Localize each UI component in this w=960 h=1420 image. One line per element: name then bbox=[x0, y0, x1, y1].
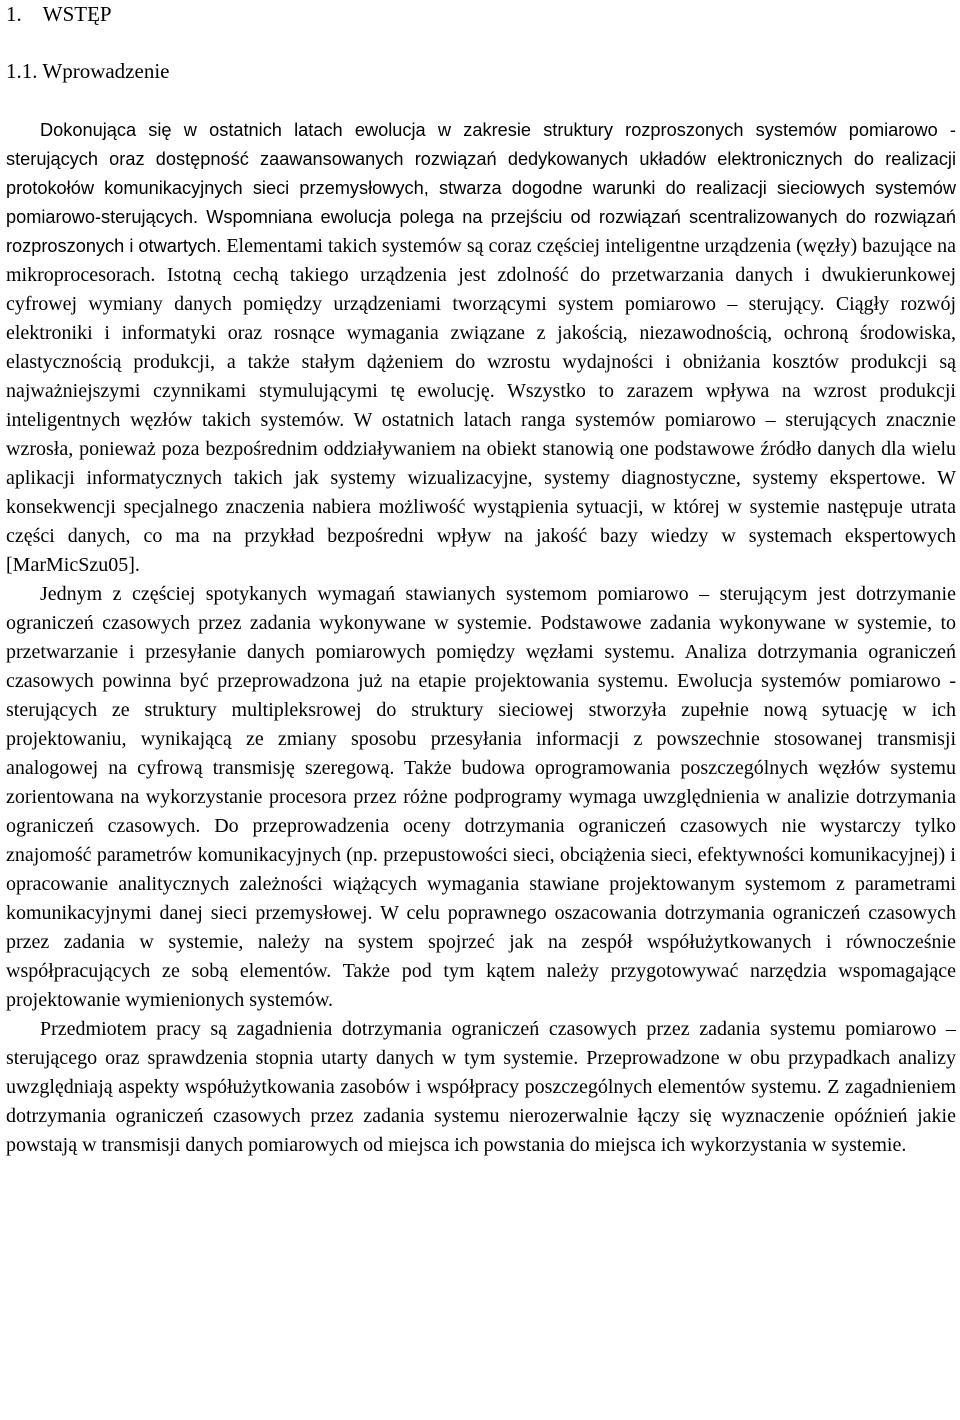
section-number: 1. bbox=[6, 2, 22, 26]
paragraph-1-serif-segment: Elementami takich systemów są coraz częściej inteligentne urządzenia (węzły) bazujące na mikroprocesorach. Istotną cechą takiego urządzenia jest zdolność do przetwarzania danych i dwukierunkowej cyfrowej wymiany danych pomiędzy urządzeniami tworzącymi system pomiarowo – sterujący. Ciągły rozwój elektroniki i informatyki oraz rosnące wymagania związane z jakością, niezawodnością, ochroną środowiska, elastycznością produkcji, a także stałym dążeniem do wzrostu wydajności i obniżania kosztów produkcji są najważniejszymi czynnikami stymulującymi tę ewolucję. Wszystko to zarazem wpływa na wzrost produkcji inteligentnych węzłów takich systemów. W ostatnich latach ranga systemów pomiarowo – sterujących znacznie wzrosła, ponieważ poza bezpośrednim oddziaływaniem na obiekt stanowią one podstawowe źródło danych dla wielu aplikacji informatycznych takich jak systemy wizualizacyjne, systemy diagnostyczne, systemy ekspertowe. W konsekwencji specjalnego znaczenia nabiera możliwość wystąpienia sytuacji, w której w systemie następuje utrata części danych, co ma na przykład bezpośredni wpływ na jakość bazy wiedzy w systemach ekspertowych [MarMicSzu05]. bbox=[6, 235, 956, 576]
paragraph-1 bbox=[6, 116, 956, 580]
section-heading bbox=[6, 1, 112, 27]
paragraph-1-sans-segment: Dokonująca się w ostatnich latach ewolucja w zakresie struktury rozproszonych systemów pomiarowo - sterujących oraz dostępność zaawansowanych rozwiązań dedykowanych układów elektronicznych do realizacji protokołów komunikacyjnych sieci przemysłowych, stwarza dogodne warunki do realizacji sieciowych systemów pomiarowo-sterujących. Wspomniana ewolucja polega na przejściu od rozwiązań scentralizowanych do rozwiązań rozproszonych i otwartych. bbox=[6, 120, 956, 256]
paragraph-3 bbox=[6, 1015, 956, 1160]
paragraph-2 bbox=[6, 580, 956, 1015]
paragraph-2-text: Jednym z częściej spotykanych wymagań stawianych systemom pomiarowo – sterującym jest dotrzymanie ograniczeń czasowych przez zadania wykonywane w systemie. Podstawowe zadania wykonywane w systemie, to przetwarzanie i przesyłanie danych pomiarowych pomiędzy węzłami systemu. Analiza dotrzymania ograniczeń czasowych powinna być przeprowadzona już na etapie projektowania systemu. Ewolucja systemów pomiarowo - sterujących ze struktury multipleksrowej do struktury sieciowej stworzyła zupełnie nową sytuację w ich projektowaniu, wynikającą ze zmiany sposobu przesyłania informacji z powszechnie stosowanej transmisji analogowej na cyfrową transmisję szeregową. Także budowa oprogramowania poszczególnych węzłów systemu zorientowana na wykorzystanie procesora przez różne podprogramy wymaga uwzględnienia w analizie dotrzymania ograniczeń czasowych. Do przeprowadzenia oceny dotrzymania ograniczeń czasowych nie wystarczy tylko znajomość parametrów komunikacyjnych (np. przepustowości sieci, obciążenia sieci, efektywności komunikacyjnej) i opracowanie analitycznych zależności wiążących wymagania stawiane projektowanym systemom z parametrami komunikacyjnymi danej sieci przemysłowej. W celu poprawnego oszacowania dotrzymania ograniczeń czasowych przez zadania w systemie, należy na system spojrzeć jak na zespół współużytkowanych i równocześnie współpracujących ze sobą elementów. Także pod tym kątem należy przygotowywać narzędzia wspomagające projektowanie wymienionych systemów. bbox=[6, 583, 956, 1011]
paragraph-3-text: Przedmiotem pracy są zagadnienia dotrzymania ograniczeń czasowych przez zadania systemu pomiarowo – sterującego oraz sprawdzenia stopnia utarty danych w tym systemie. Przeprowadzone w obu przypadkach analizy uwzględniają aspekty współużytkowania zasobów i współpracy poszczególnych elementów systemu. Z zagadnieniem dotrzymania ograniczeń czasowych przez zadania systemu nierozerwalnie łączy się wyznaczenie opóźnień jakie powstają w transmisji danych pomiarowych od miejsca ich powstania do miejsca ich wykorzystania w systemie. bbox=[6, 1018, 956, 1156]
subsection-heading bbox=[6, 58, 169, 84]
subsection-number: 1.1. bbox=[6, 59, 38, 83]
section-title: WSTĘP bbox=[42, 2, 112, 26]
subsection-title: Wprowadzenie bbox=[42, 59, 170, 83]
body-text bbox=[6, 116, 956, 1160]
